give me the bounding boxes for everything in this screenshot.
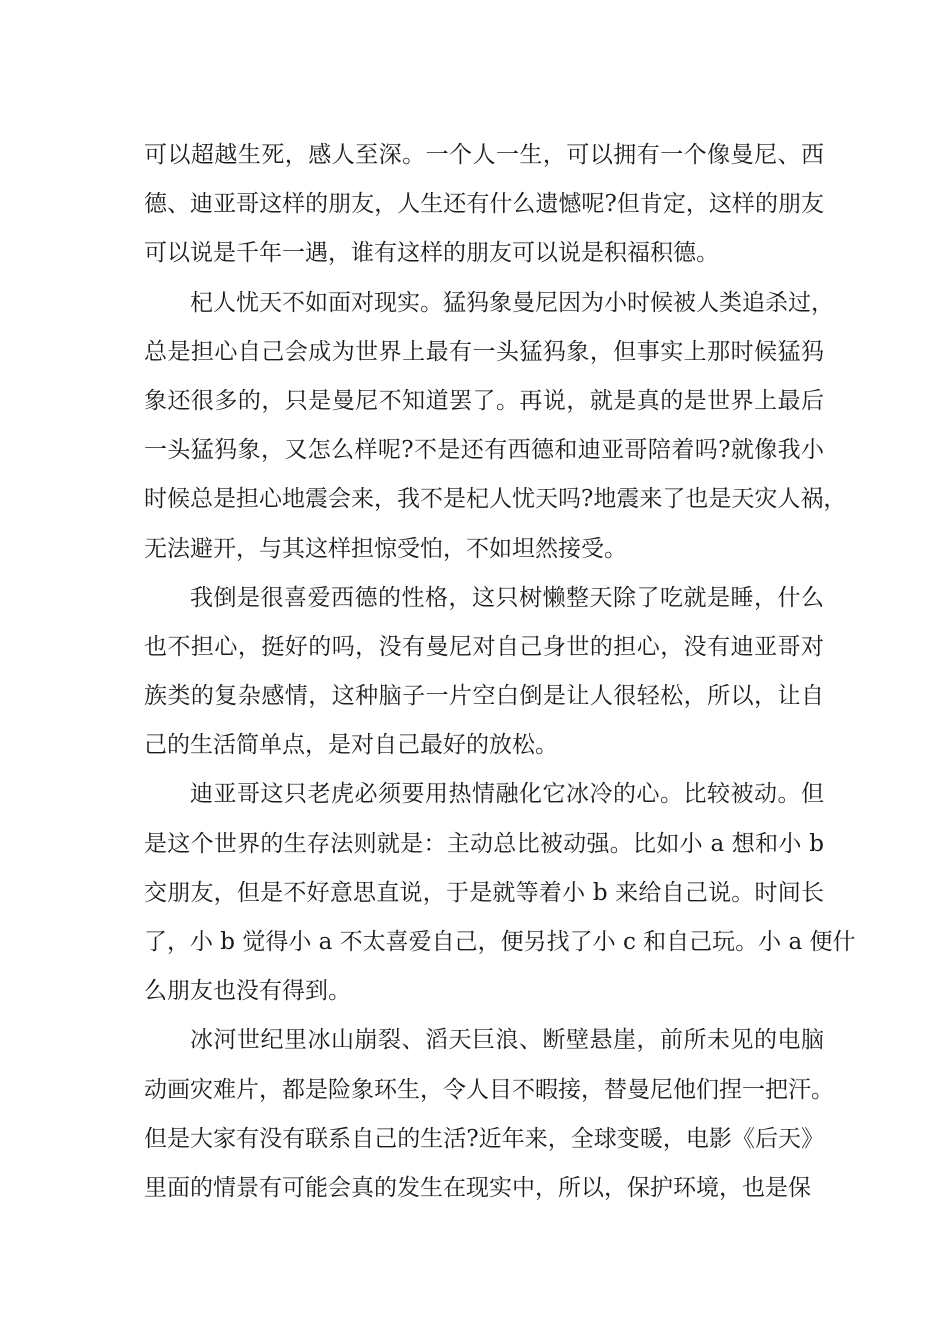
paragraph [144, 1016, 834, 1213]
text-line: 己的生活简单点，是对自己最好的放松。 [144, 732, 558, 759]
text-line: 里面的情景有可能会真的发生在现实中，所以，保护环境，也是保 [144, 1174, 811, 1201]
text-line: 德、迪亚哥这样的朋友，人生还有什么遗憾呢?但肯定，这样的朋友 [144, 191, 824, 218]
text-line: 可以说是千年一遇，谁有这样的朋友可以说是积福积德。 [144, 240, 719, 267]
text-line: 迪亚哥这只老虎必须要用热情融化它冰冷的心。比较被动。但 [190, 781, 824, 808]
text-line: 交朋友，但是不好意思直说，于是就等着小 b 来给自己说。时间长 [144, 879, 824, 906]
text-line: 族类的复杂感情，这种脑子一片空白倒是让人很轻松，所以，让自 [144, 683, 824, 710]
text-line: 我倒是很喜爱西德的性格，这只树懒整天除了吃就是睡，什么 [190, 584, 824, 611]
text-line: 总是担心自己会成为世界上最有一头猛犸象，但事实上那时候猛犸 [144, 338, 824, 365]
paragraph [144, 574, 824, 771]
paragraph [144, 131, 824, 279]
text-line: 可以超越生死，感人至深。一个人一生，可以拥有一个像曼尼、西 [144, 142, 824, 168]
paragraph [144, 279, 847, 574]
paragraph [144, 770, 856, 1016]
text-line: 无法避开，与其这样担惊受怕，不如坦然接受。 [144, 535, 627, 562]
text-line: 一头猛犸象，又怎么样呢?不是还有西德和迪亚哥陪着吗?就像我小 [144, 437, 824, 464]
text-line: 冰河世纪里冰山崩裂、滔天巨浪、断壁悬崖，前所未见的电脑 [190, 1027, 824, 1054]
text-line: 么朋友也没有得到。 [144, 978, 351, 1005]
text-line: 杞人忧天不如面对现实。猛犸象曼尼因为小时候被人类追杀过， [190, 289, 834, 316]
document-body [144, 131, 856, 1213]
text-line: 时候总是担心地震会来，我不是杞人忧天吗?地震来了也是天灾人祸， [144, 486, 847, 513]
text-line: 了，小 b 觉得小 a 不太喜爱自己，便另找了小 c 和自己玩。小 a 便什 [144, 929, 856, 955]
text-line: 但是大家有没有联系自己的生活?近年来，全球变暖，电影《后天》 [144, 1125, 824, 1152]
text-line: 也不担心，挺好的吗，没有曼尼对自己身世的担心，没有迪亚哥对 [144, 633, 824, 660]
text-line: 是这个世界的生存法则就是：主动总比被动强。比如小 a 想和小 b [144, 830, 824, 857]
text-line: 动画灾难片，都是险象环生，令人目不暇接，替曼尼他们捏一把汗。 [144, 1076, 834, 1103]
text-line: 象还很多的，只是曼尼不知道罢了。再说，就是真的是世界上最后 [144, 387, 824, 414]
